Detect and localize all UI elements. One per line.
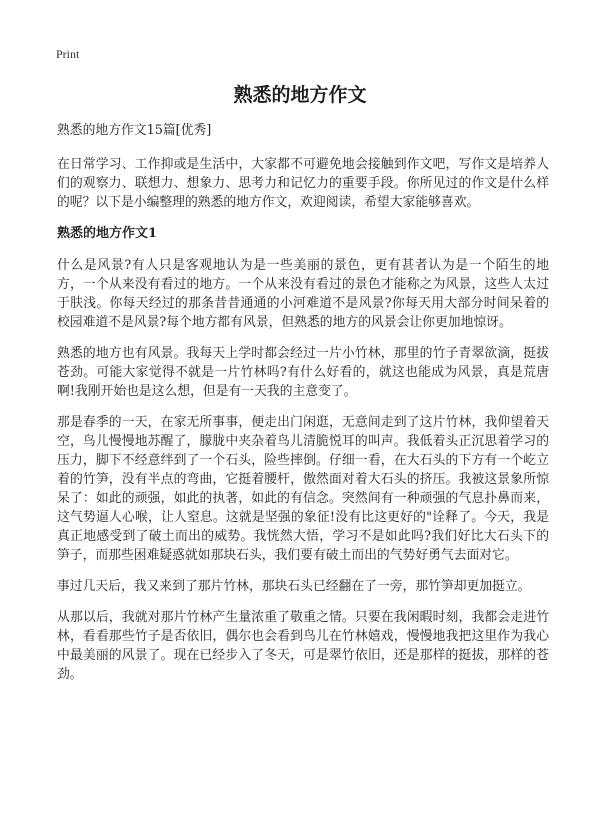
paragraph-1: 什么是风景?有人只是客观地认为是一些美丽的景色，更有甚者认为是一个陌生的地方，一个从来没有看过的地方。一个从来没有看过的景色才能称之为风景，这些人太过于肤浅。你每天经过的那条昔昔通通的小河难道不是风景?你每天用大部分时间呆着的校园难道不是风景?每个地方都有风景，但熟悉的地方的风景会让你更加地惊讶。 [57,258,549,330]
article-body [57,121,549,696]
print-link[interactable]: Print [56,47,80,61]
page-title: 熟悉的地方作文 [233,84,367,106]
paragraph-4: 事过几天后，我又来到了那片竹林，那块石头已经翻在了一旁，那竹笋却更加挺立。 [57,579,531,594]
paragraph-3: 那是春季的一天，在家无所事事，便走出门闲逛，无意间走到了这片竹林，我仰望着天空，鸟儿慢慢地苏醒了，朦胧中夹杂着鸟儿清脆悦耳的叫声。我低着头正沉思着学习的压力，脚下不经意绊到了一个石头，险些摔倒。仔细一看，在大石头的下方有一个屹立着的竹笋，没有半点的弯曲，它挺着腰杆，傲然面对着大石头的挤压。我被这景象所惊呆了：如此的顽强，如此的执著，如此的有信念。突然间有一种顽强的气息扑鼻而来，这气势逼人心喉，让人窒息。这就是坚强的象征!没有比这更好的"诠释了。今天，我是真正地感受到了破土而出的威势。我恍然大悟，学习不是如此吗?我们好比大石头下的笋子，而那些困难疑惑就如那块石头，我们要有破土而出的气势好勇气去面对它。 [57,415,549,563]
article-subtitle: 熟悉的地方作文15篇[优秀] [57,123,212,138]
intro-paragraph: 在日常学习、工作抑或是生活中，大家都不可避免地会接触到作文吧，写作文是培养人们的观察力、联想力、想象力、思考力和记忆力的重要手段。你所见过的作文是什么样的呢？以下是小编整理的熟悉的地方作文，欢迎阅读，希望大家能够喜欢。 [57,157,549,210]
paragraph-2: 熟悉的地方也有风景。我每天上学时都会经过一片小竹林，那里的竹子青翠欲滴，挺拔苍劲。可能大家觉得不就是一片竹林吗?有什么好看的，就这也能成为风景，真是荒唐啊!我刚开始也是这么想，但是有一天我的主意变了。 [57,346,549,399]
section-heading: 熟悉的地方作文1 [57,226,158,241]
paragraph-5: 从那以后，我就对那片竹林产生量浓重了敬重之情。只要在我闲暇时刻，我都会走进竹林，看看那些竹子是否依旧，偶尔也会看到鸟儿在竹林嬉戏，慢慢地我把这里作为我心中最美丽的风景了。现在已经步入了冬天，可是翠竹依旧，还是那样的挺拔，那样的苍劲。 [57,610,549,682]
